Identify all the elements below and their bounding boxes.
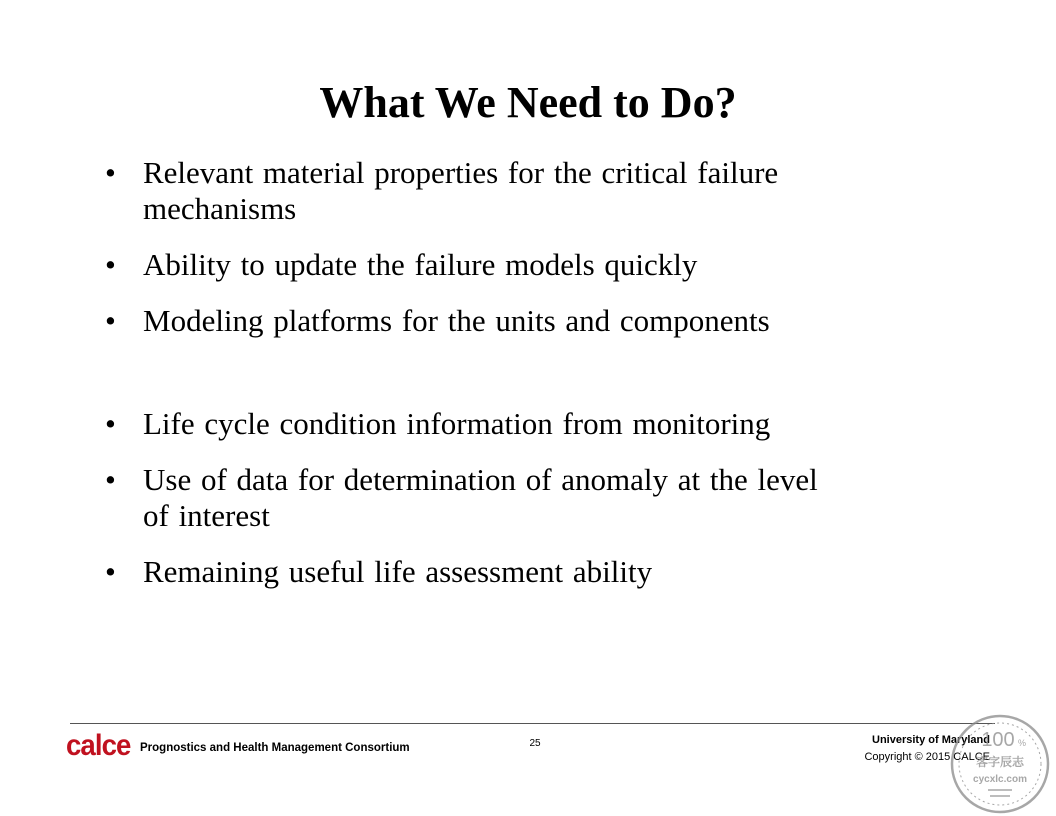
page-number: 25 <box>529 738 541 749</box>
calce-logo: calce <box>66 729 131 762</box>
bullet-text-line: Modeling platforms for the units and components <box>143 303 770 338</box>
bullet-text-line: Ability to update the failure models quickly <box>143 247 698 282</box>
bullet-dot-icon: • <box>105 554 116 589</box>
bullet-text-line: mechanisms <box>143 191 297 226</box>
watermark-percent: % <box>1018 738 1027 748</box>
bullet-item <box>105 554 935 590</box>
copyright-notice: Copyright © 2015 CALCE <box>864 751 990 763</box>
watermark-number: 100 <box>981 729 1015 751</box>
slide-title: What We Need to Do? <box>319 78 737 127</box>
watermark-chinese-text: 客字辰志 <box>975 755 1025 769</box>
bullet-item <box>105 303 935 339</box>
bullet-text-line: Relevant material properties for the critical failure <box>143 155 779 190</box>
university-name: University of Maryland <box>872 734 990 746</box>
bullet-text-line: of interest <box>143 498 270 533</box>
bullet-dot-icon: • <box>105 406 116 441</box>
bullet-text-line: Life cycle condition information from monitoring <box>143 406 771 441</box>
consortium-name: Prognostics and Health Management Consortium <box>140 742 410 754</box>
bullet-dot-icon: • <box>105 247 116 282</box>
bullet-dot-icon: • <box>105 155 116 190</box>
watermark-site: cycxlc.com <box>973 774 1027 785</box>
bullet-item <box>105 462 935 534</box>
bullet-list <box>105 150 935 590</box>
bullet-item <box>105 406 935 442</box>
bullet-dot-icon: • <box>105 462 116 497</box>
bullet-dot-icon: • <box>105 303 116 338</box>
bullet-item <box>105 155 935 227</box>
bullet-item <box>105 247 935 283</box>
bullet-text-line: Remaining useful life assessment ability <box>143 554 653 589</box>
footer-divider <box>70 723 995 724</box>
watermark-seal-icon <box>948 712 1052 816</box>
bullet-text-line: Use of data for determination of anomaly at the level <box>143 462 818 497</box>
